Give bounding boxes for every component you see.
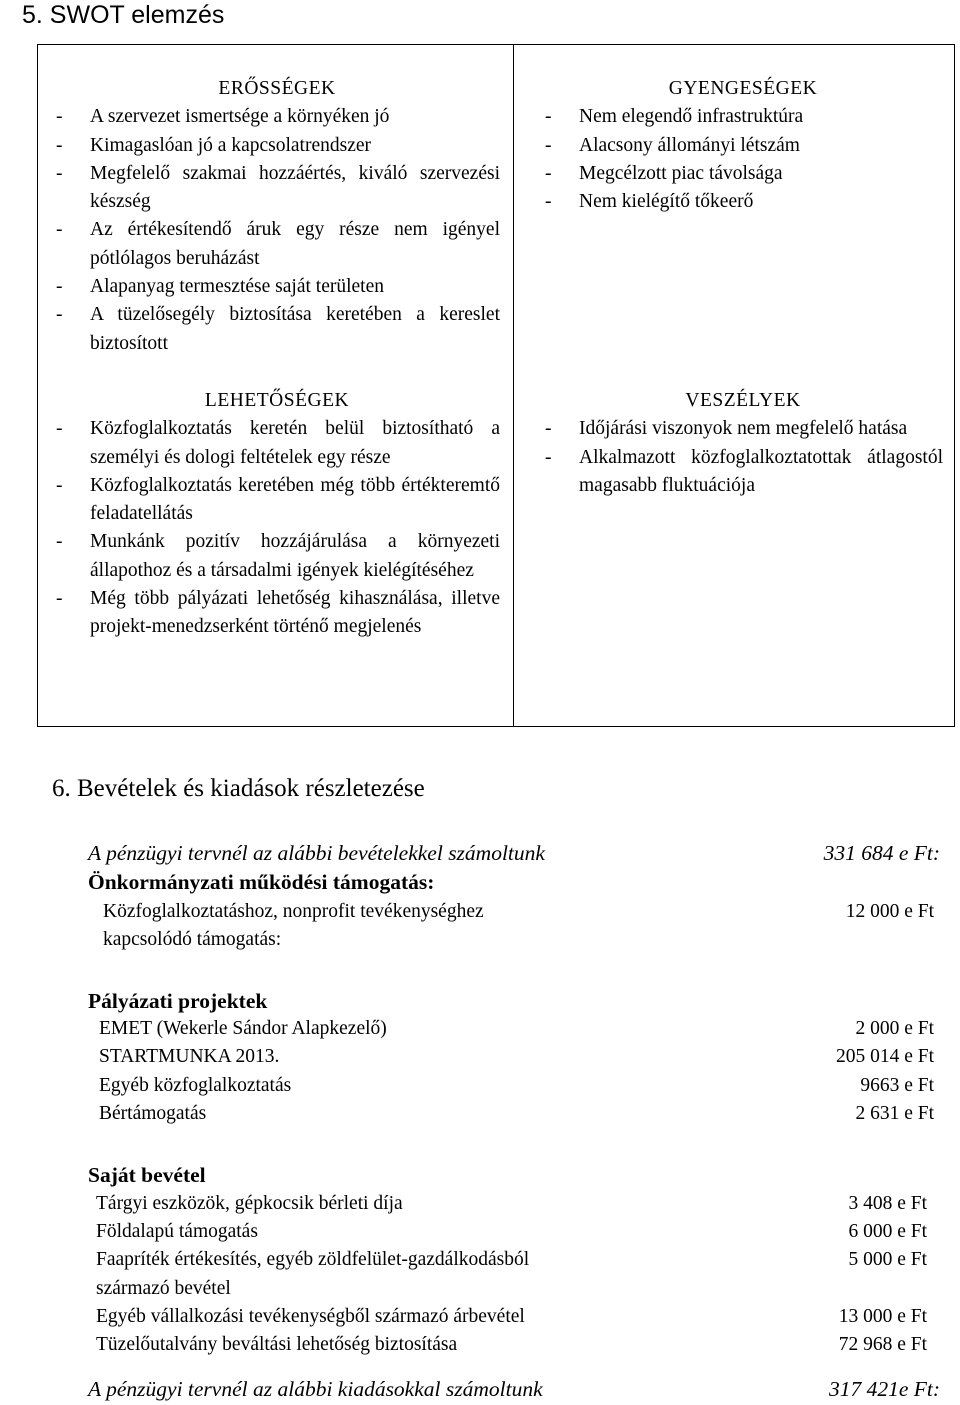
- municipal-line-2: kapcsolódó támogatás:: [103, 929, 282, 950]
- threat-item: - Alkalmazott közfoglalkoztatottak átlagostól magasabb fluktuációja: [545, 446, 943, 496]
- weakness-item: - Nem kielégítő tőkeerő: [545, 191, 754, 213]
- own-income-label: Tüzelőutalvány beváltási lehetőség biztosítása: [96, 1334, 458, 1355]
- own-income-amount: 72 968 e Ft: [838, 1334, 927, 1355]
- threats-title: VESZÉLYEK: [685, 390, 801, 411]
- swot-table: [37, 44, 955, 727]
- municipal-line-1: Közfoglalkoztatáshoz, nonprofit tevékenységhez: [103, 901, 484, 922]
- strength-item: - Alapanyag termesztése saját területen: [56, 276, 384, 298]
- project-label: Bértámogatás: [99, 1103, 207, 1124]
- own-income-label: Faapríték értékesítés, egyéb zöldfelület-gazdálkodásból: [96, 1249, 530, 1270]
- strength-item: - A szervezet ismertsége a környéken jó: [56, 106, 390, 128]
- opportunity-item: - Közfoglalkoztatás keretén belül biztosítható a személyi és dologi feltételek egy része: [56, 418, 500, 468]
- income-total: 331 684 e Ft:: [823, 841, 940, 865]
- own-income-amount: 6 000 e Ft: [848, 1221, 927, 1242]
- income-heading: A pénzügyi tervnél az alábbi bevételekkel számoltunk: [88, 841, 545, 865]
- section-6-title: 6. Bevételek és kiadások részletezése: [52, 775, 425, 802]
- expense-heading: A pénzügyi tervnél az alábbi kiadásokkal számoltunk: [88, 1377, 543, 1401]
- swot-column-divider: [513, 45, 514, 726]
- project-label: STARTMUNKA 2013.: [99, 1046, 280, 1067]
- own-income-label: Egyéb vállalkozási tevékenységből származó árbevétel: [96, 1306, 525, 1327]
- expense-total: 317 421e Ft:: [828, 1377, 940, 1401]
- project-amount: 9663 e Ft: [860, 1075, 934, 1096]
- opportunity-item: - Még több pályázati lehetőség kihasználása, illetve projekt-menedzserként történő megjelenés: [56, 588, 500, 638]
- opportunities-quadrant: [54, 387, 500, 642]
- section-5-title: 5. SWOT elemzés: [22, 1, 225, 29]
- own-income-label-cont: származó bevétel: [96, 1278, 231, 1299]
- own-income-amount: 13 000 e Ft: [838, 1306, 927, 1327]
- threat-item: - Időjárási viszonyok nem megfelelő hatása: [545, 418, 908, 440]
- strength-item: - Megfelelő szakmai hozzáértés, kiváló szervezési készség: [56, 162, 500, 213]
- weaknesses-title: GYENGESÉGEK: [668, 78, 818, 99]
- strengths-title: ERŐSSÉGEK: [218, 78, 336, 99]
- project-label: Egyéb közfoglalkoztatás: [99, 1075, 292, 1096]
- strengths-quadrant: [54, 75, 500, 358]
- own-income-heading: Saját bevétel: [88, 1163, 206, 1187]
- project-amount: 205 014 e Ft: [835, 1046, 934, 1067]
- own-income-amount: 3 408 e Ft: [848, 1193, 927, 1214]
- opportunity-item: - Közfoglalkoztatás keretében még több értékteremtő feladatellátás: [56, 474, 500, 525]
- weakness-item: - Nem elegendő infrastruktúra: [545, 106, 804, 128]
- strength-item: - Kimagaslóan jó a kapcsolatrendszer: [56, 134, 372, 156]
- own-income-label: Földalapú támogatás: [96, 1221, 258, 1242]
- project-label: EMET (Wekerle Sándor Alapkezelő): [99, 1018, 387, 1039]
- opportunities-title: LEHETŐSÉGEK: [204, 390, 350, 411]
- weaknesses-quadrant: [543, 75, 943, 216]
- weakness-item: - Alacsony állományi létszám: [545, 134, 800, 156]
- municipal-heading: Önkormányzati működési támogatás:: [88, 870, 435, 894]
- threats-quadrant: [543, 387, 943, 500]
- strength-item: - A tüzelősegély biztosítása keretében a kereslet biztosított: [56, 304, 500, 354]
- municipal-amount: 12 000 e Ft: [845, 901, 934, 922]
- own-income-amount: 5 000 e Ft: [848, 1249, 927, 1270]
- strength-item: - Az értékesítendő áruk egy része nem igényel pótlólagos beruházást: [56, 219, 500, 269]
- opportunity-item: - Munkánk pozitív hozzájárulása a környezeti állapothoz és a társadalmi igények kielégítéséhez: [56, 531, 500, 581]
- project-amount: 2 000 e Ft: [855, 1018, 934, 1039]
- weakness-item: - Megcélzott piac távolsága: [545, 162, 783, 184]
- projects-heading: Pályázati projektek: [88, 989, 268, 1013]
- project-amount: 2 631 e Ft: [855, 1103, 934, 1124]
- own-income-label: Tárgyi eszközök, gépkocsik bérleti díja: [96, 1193, 403, 1214]
